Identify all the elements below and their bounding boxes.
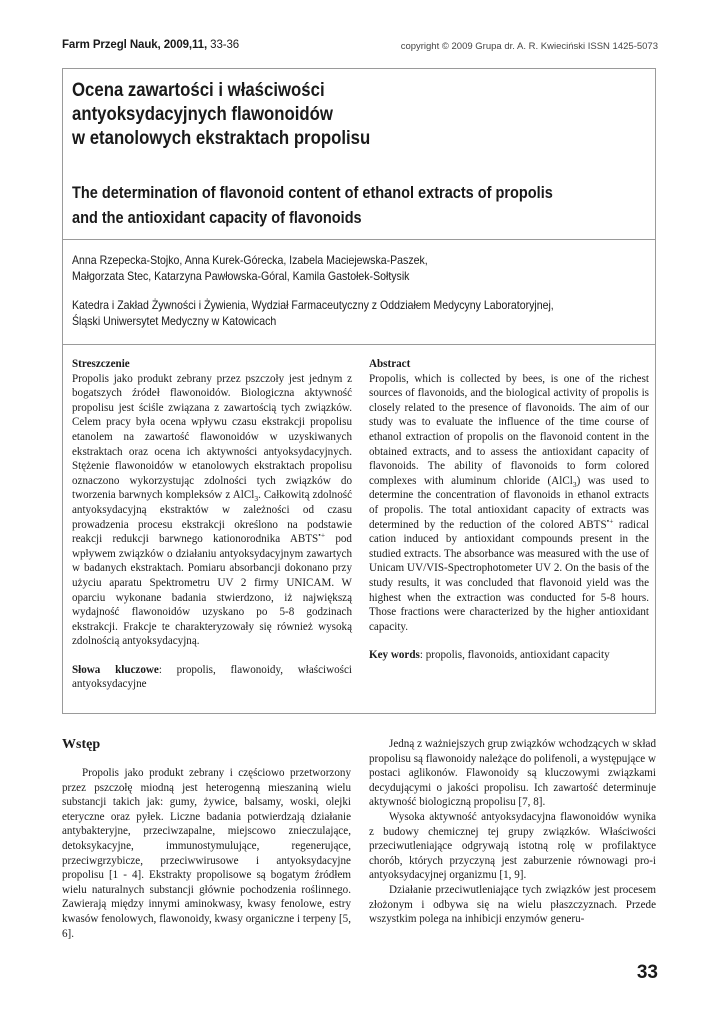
section-heading: Wstęp <box>62 737 101 752</box>
affiliation <box>72 298 635 329</box>
affiliation-line: Katedra i Zakład Żywności i Żywienia, Wydział Farmaceutyczny z Oddziałem Medycyny Laboratoryjnej, <box>72 298 554 312</box>
body-paragraph: Działanie przeciwutleniające tych związków jest procesem złożonym i odbywa się na wielu płaszczyznach. Przede wszystkim polega na inhibicji enzymów generu- <box>369 883 656 926</box>
body-paragraph: Propolis jako produkt zebrany i częściowo przetworzony przez pszczołę miodną jest heterogenną mieszaniną wielu substancji takich jak: gumy, żywice, balsamy, woski, olejki eteryczne oraz pyłek. Liczne badania potwierdzają działanie antybakteryjne, przeciwzapalne, miejscowo znieczulające, detoksykacyjne, immunostymulujące, regenerujące, przeciwgrzybicze, przeciwwirusowe i antyoksydacyjne propolisu [1 - 4]. Ekstrakty propolisowe są bogatym źródłem wielu naturalnych substancji głównie pochodzenia roślinnego. Zawierają między innymi aminokwasy, kwasy fenolowe, estry kwasów fenolowych, flawonoidy, kwasy organiczne i terpeny [5, 6]. <box>62 767 351 940</box>
copyright-notice: copyright © 2009 Grupa dr. A. R. Kwieciński ISSN 1425-5073 <box>400 41 658 52</box>
polish-abstract-heading: Streszczenie <box>72 358 130 370</box>
english-keywords: Key words: propolis, flavonoids, antioxidant capacity <box>369 649 610 662</box>
english-title-line: The determination of flavonoid content of ethanol extracts of propolis <box>72 184 553 202</box>
body-column-right <box>369 737 656 927</box>
author-list <box>72 253 609 284</box>
body-paragraph: Jedną z ważniejszych grup związków wchodzących w skład propolisu są flawonoidy należące do polifenoli, a występujące w postaci aglikonów. Flawonoidy są kluczowymi związkami decydującymi o jakości propolisu. Ich zawartość determinuje aktywność biologiczną propolisu [7, 8]. <box>369 738 656 809</box>
author-line: Anna Rzepecka-Stojko, Anna Kurek-Górecka, Izabela Maciejewska-Paszek, <box>72 253 428 267</box>
polish-title-line: w etanolowych ekstraktach propolisu <box>72 127 371 149</box>
polish-title-line: Ocena zawartości i właściwości <box>72 79 325 101</box>
journal-citation <box>62 39 239 51</box>
english-title <box>72 181 653 231</box>
page-number: 33 <box>636 962 658 983</box>
english-abstract-heading: Abstract <box>369 358 411 370</box>
polish-keywords: Słowa kluczowe: propolis, flawonoidy, właściwości antyoksydacyjne <box>72 663 352 691</box>
body-paragraph: Wysoka aktywność antyoksydacyjna flawonoidów wynika z budowy chemicznej tej grupy związków. Właściwości przeciwutleniające odgrywają istotną rolę w profilaktyce chorób, których przyczyną jest zaburzenie równowagi pro-i antyoksydacyjnej organizmu [1, 9]. <box>369 810 656 882</box>
affiliation-line: Śląski Uniwersytet Medyczny w Katowicach <box>72 313 277 328</box>
author-line: Małgorzata Stec, Katarzyna Pawłowska-Góral, Kamila Gastołek-Sołtysik <box>72 268 410 283</box>
english-title-line: and the antioxidant capacity of flavonoids <box>72 209 362 227</box>
english-abstract <box>369 357 649 663</box>
keywords-label: Key words <box>369 649 420 662</box>
keywords-label: Słowa kluczowe <box>72 663 159 676</box>
page-range: 33-36 <box>207 39 240 51</box>
polish-abstract <box>72 357 352 692</box>
polish-title <box>72 78 554 150</box>
english-abstract-text: Propolis, which is collected by bees, is one of the richest sources of flavonoids, and the biological activity of propolis is closely related to the presence of flavonoids. The aim of our study was to evaluate the influence of the time course of ethanol extraction of propolis on the flavonoid content in the obtained extracts, and to assess the antioxidant capacity of flavonoids. The ability of flavonoids to form colored complexes with aluminum chloride (AlCl$_3$) was used to determine the concentration of flavonoids in ethanol extracts of propolis. The total antioxidant capacity of extracts was determined by the reduction of the colored ABTS•+ radical cation induced by antioxidant compounds present in the studied extracts. The absorbance was measured with the use of Unicam UV/VIS-Spectrophotometer UV 2. On the basis of the study results, it was concluded that flavonoid yield was the highest when the extraction was conducted for 5-8 hours. Those fractions were characterized by the higher antioxidant capacity. <box>369 372 649 633</box>
polish-title-line: antyoksydacyjnych flawonoidów <box>72 103 333 125</box>
journal-name: Farm Przegl Nauk, 2009,11, <box>62 39 208 51</box>
polish-abstract-text: Propolis jako produkt zebrany przez pszczoły jest jednym z bogatszych źródeł flawonoidów. Biologiczna aktywność propolisu jest ściśle związana z zawartością tych związków. Celem pracy była ocena wpływu czasu ekstrakcji propolisu etanolem na zawartość flawonoidów w uzyskiwanych ekstraktach oraz ocena ich aktywności antyoksydacyjnych. Stężenie flawonoidów w etanolowych ekstraktach propolisu oznaczono wykorzystując zdolności tych związków do tworzenia barwnych kompleksów z AlCl$_3$. Całkowitą zdolność antyoksydacyjną ekstraktów w zależności od czasu prowadzenia procesu ekstrakcji określono na podstawie reakcji redukcji barwnego kationorodnika ABTS•+ pod wpływem związków o działaniu antyoksydacyjnym zawartych w badanych ekstraktach. Pomiaru absorbancji dokonano przy użyciu aparatu Spektrometru UV 2 firmy UNICAM. W oparciu wykonane badania stwierdzono, iż największą wydajność flawonoidów uzyskano po 5-8 godzinach ekstrakcji. Frakcje te charakteryzowały się również wysoką zdolnością antyoksydacyjną. <box>72 372 352 648</box>
body-column-left <box>62 766 351 941</box>
